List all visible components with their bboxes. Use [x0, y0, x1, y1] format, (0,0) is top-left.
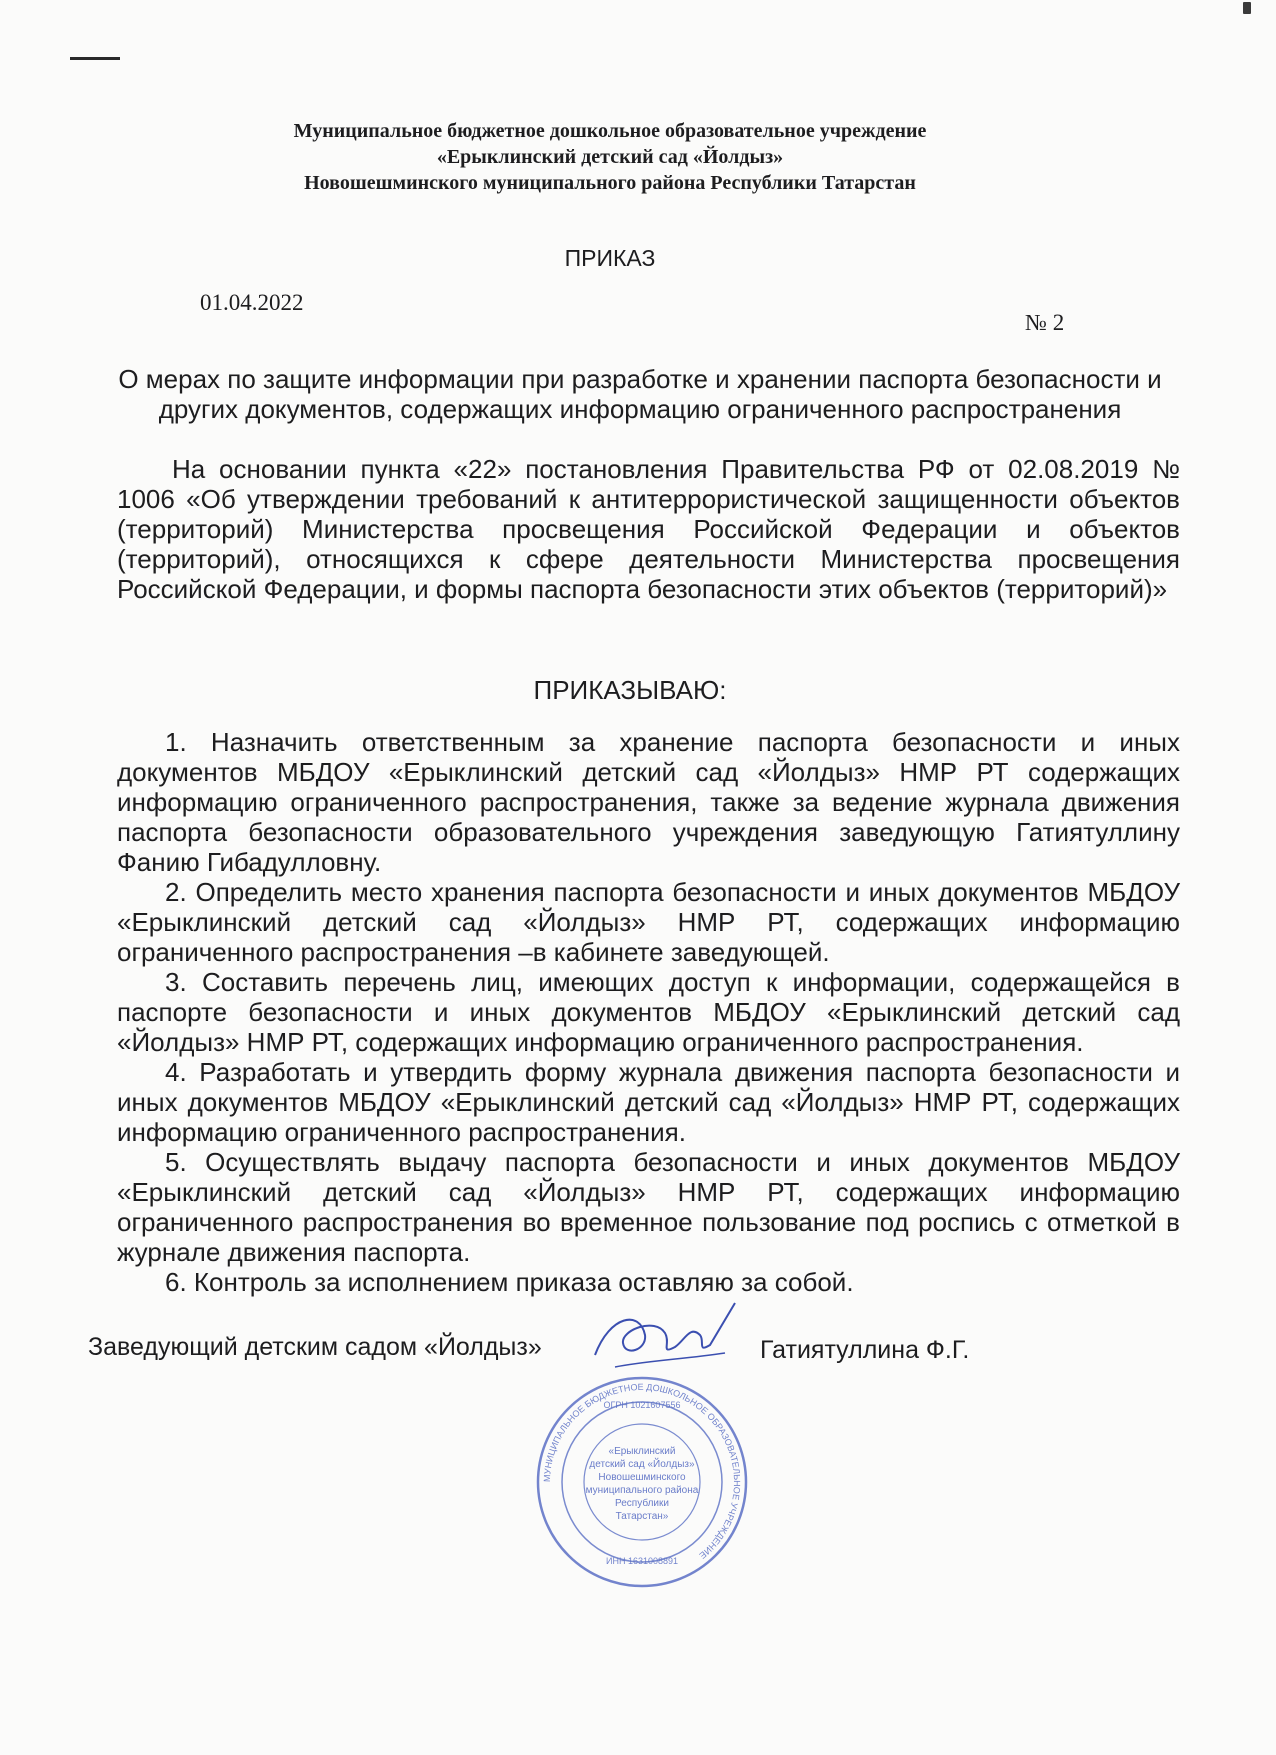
- order-item-4: 4. Разработать и утвердить форму журнала движения паспорта безопасности и иных документов МБДОУ «Ерыклинский детский сад «Йолдыз» НМР РТ, содержащих информацию ограниченного распространения.: [117, 1057, 1180, 1147]
- stamp-ogrn: ОГРН 1021607556: [603, 1400, 681, 1410]
- stamp-center-line-5: Республики: [615, 1498, 669, 1509]
- document-number: № 2: [1025, 310, 1065, 335]
- order-word: ПРИКАЗЫВАЮ:: [533, 675, 727, 705]
- stamp-center-line-3: Новошешминского: [598, 1472, 686, 1483]
- stamp-center-line-1: «Ерыклинский: [608, 1446, 676, 1457]
- official-stamp: [532, 1372, 752, 1592]
- signatory-name: Гатиятуллина Ф.Г.: [760, 1336, 970, 1364]
- document-subject: О мерах по защите информации при разработке и хранении паспорта безопасности и других документов, содержащих информацию ограниченного распространения: [118, 364, 1162, 424]
- org-line-2: «Ерыклинский детский сад «Йолдыз»: [436, 146, 784, 168]
- order-item-3: 3. Составить перечень лиц, имеющих доступ к информации, содержащейся в паспорте безопасности и иных документов МБДОУ «Ерыклинский детский сад «Йолдыз» НМР РТ, содержащих информацию ограниченного распространения.: [117, 967, 1180, 1057]
- stamp-center-line-4: муниципального района: [585, 1485, 699, 1496]
- scan-mark: [70, 57, 120, 60]
- stamp-center-line-2: детский сад «Йолдыз»: [589, 1459, 695, 1470]
- stamp-outer-text: МУНИЦИПАЛЬНОЕ БЮДЖЕТНОЕ ДОШКОЛЬНОЕ ОБРАЗОВАТЕЛЬНОЕ УЧРЕЖДЕНИЕ: [541, 1381, 743, 1561]
- basis-paragraph: На основании пункта «22» постановления Правительства РФ от 02.08.2019 № 1006 «Об утверждении требований к антитеррористической защищенности объектов (территорий) Министерства просвещения Российской Федерации и объектов (территорий), относящихся к сфере деятельности Министерства просвещения Российской Федерации, и формы паспорта безопасности этих объектов (территорий)»: [117, 454, 1180, 604]
- corner-mark: [1243, 2, 1251, 14]
- stamp-inn: ИНН 1631008891: [605, 1556, 679, 1566]
- order-item-2: 2. Определить место хранения паспорта безопасности и иных документов МБДОУ «Ерыклинский детский сад «Йолдыз» НМР РТ, содержащих информацию ограниченного распространения –в кабинете заведующей.: [117, 877, 1180, 967]
- order-item-6: 6. Контроль за исполнением приказа оставляю за собой.: [165, 1267, 854, 1297]
- document-date: 01.04.2022: [200, 290, 304, 315]
- order-items: [117, 727, 1180, 1297]
- org-line-3: Новошешминского муниципального района Республики Татарстан: [304, 172, 916, 194]
- organization-header: [80, 118, 1140, 196]
- document-title: ПРИКАЗ: [564, 245, 656, 271]
- order-item-1: 1. Назначить ответственным за хранение паспорта безопасности и иных документов МБДОУ «Ерыклинский детский сад «Йолдыз» НМР РТ содержащих информацию ограниченного распространения, также за ведение журнала движения паспорта безопасности образовательного учреждения заведующую Гатиятуллину Фанию Гибадулловну.: [117, 727, 1180, 877]
- signatory-position: Заведующий детским садом «Йолдыз»: [88, 1333, 542, 1361]
- org-line-1: Муниципальное бюджетное дошкольное образовательное учреждение: [293, 120, 927, 142]
- order-item-5: 5. Осуществлять выдачу паспорта безопасности и иных документов МБДОУ «Ерыклинский детский сад «Йолдыз» НМР РТ, содержащих информацию ограниченного распространения во временное пользование под роспись с отметкой в журнале движения паспорта.: [117, 1147, 1180, 1267]
- stamp-center-line-6: Татарстан»: [615, 1511, 669, 1522]
